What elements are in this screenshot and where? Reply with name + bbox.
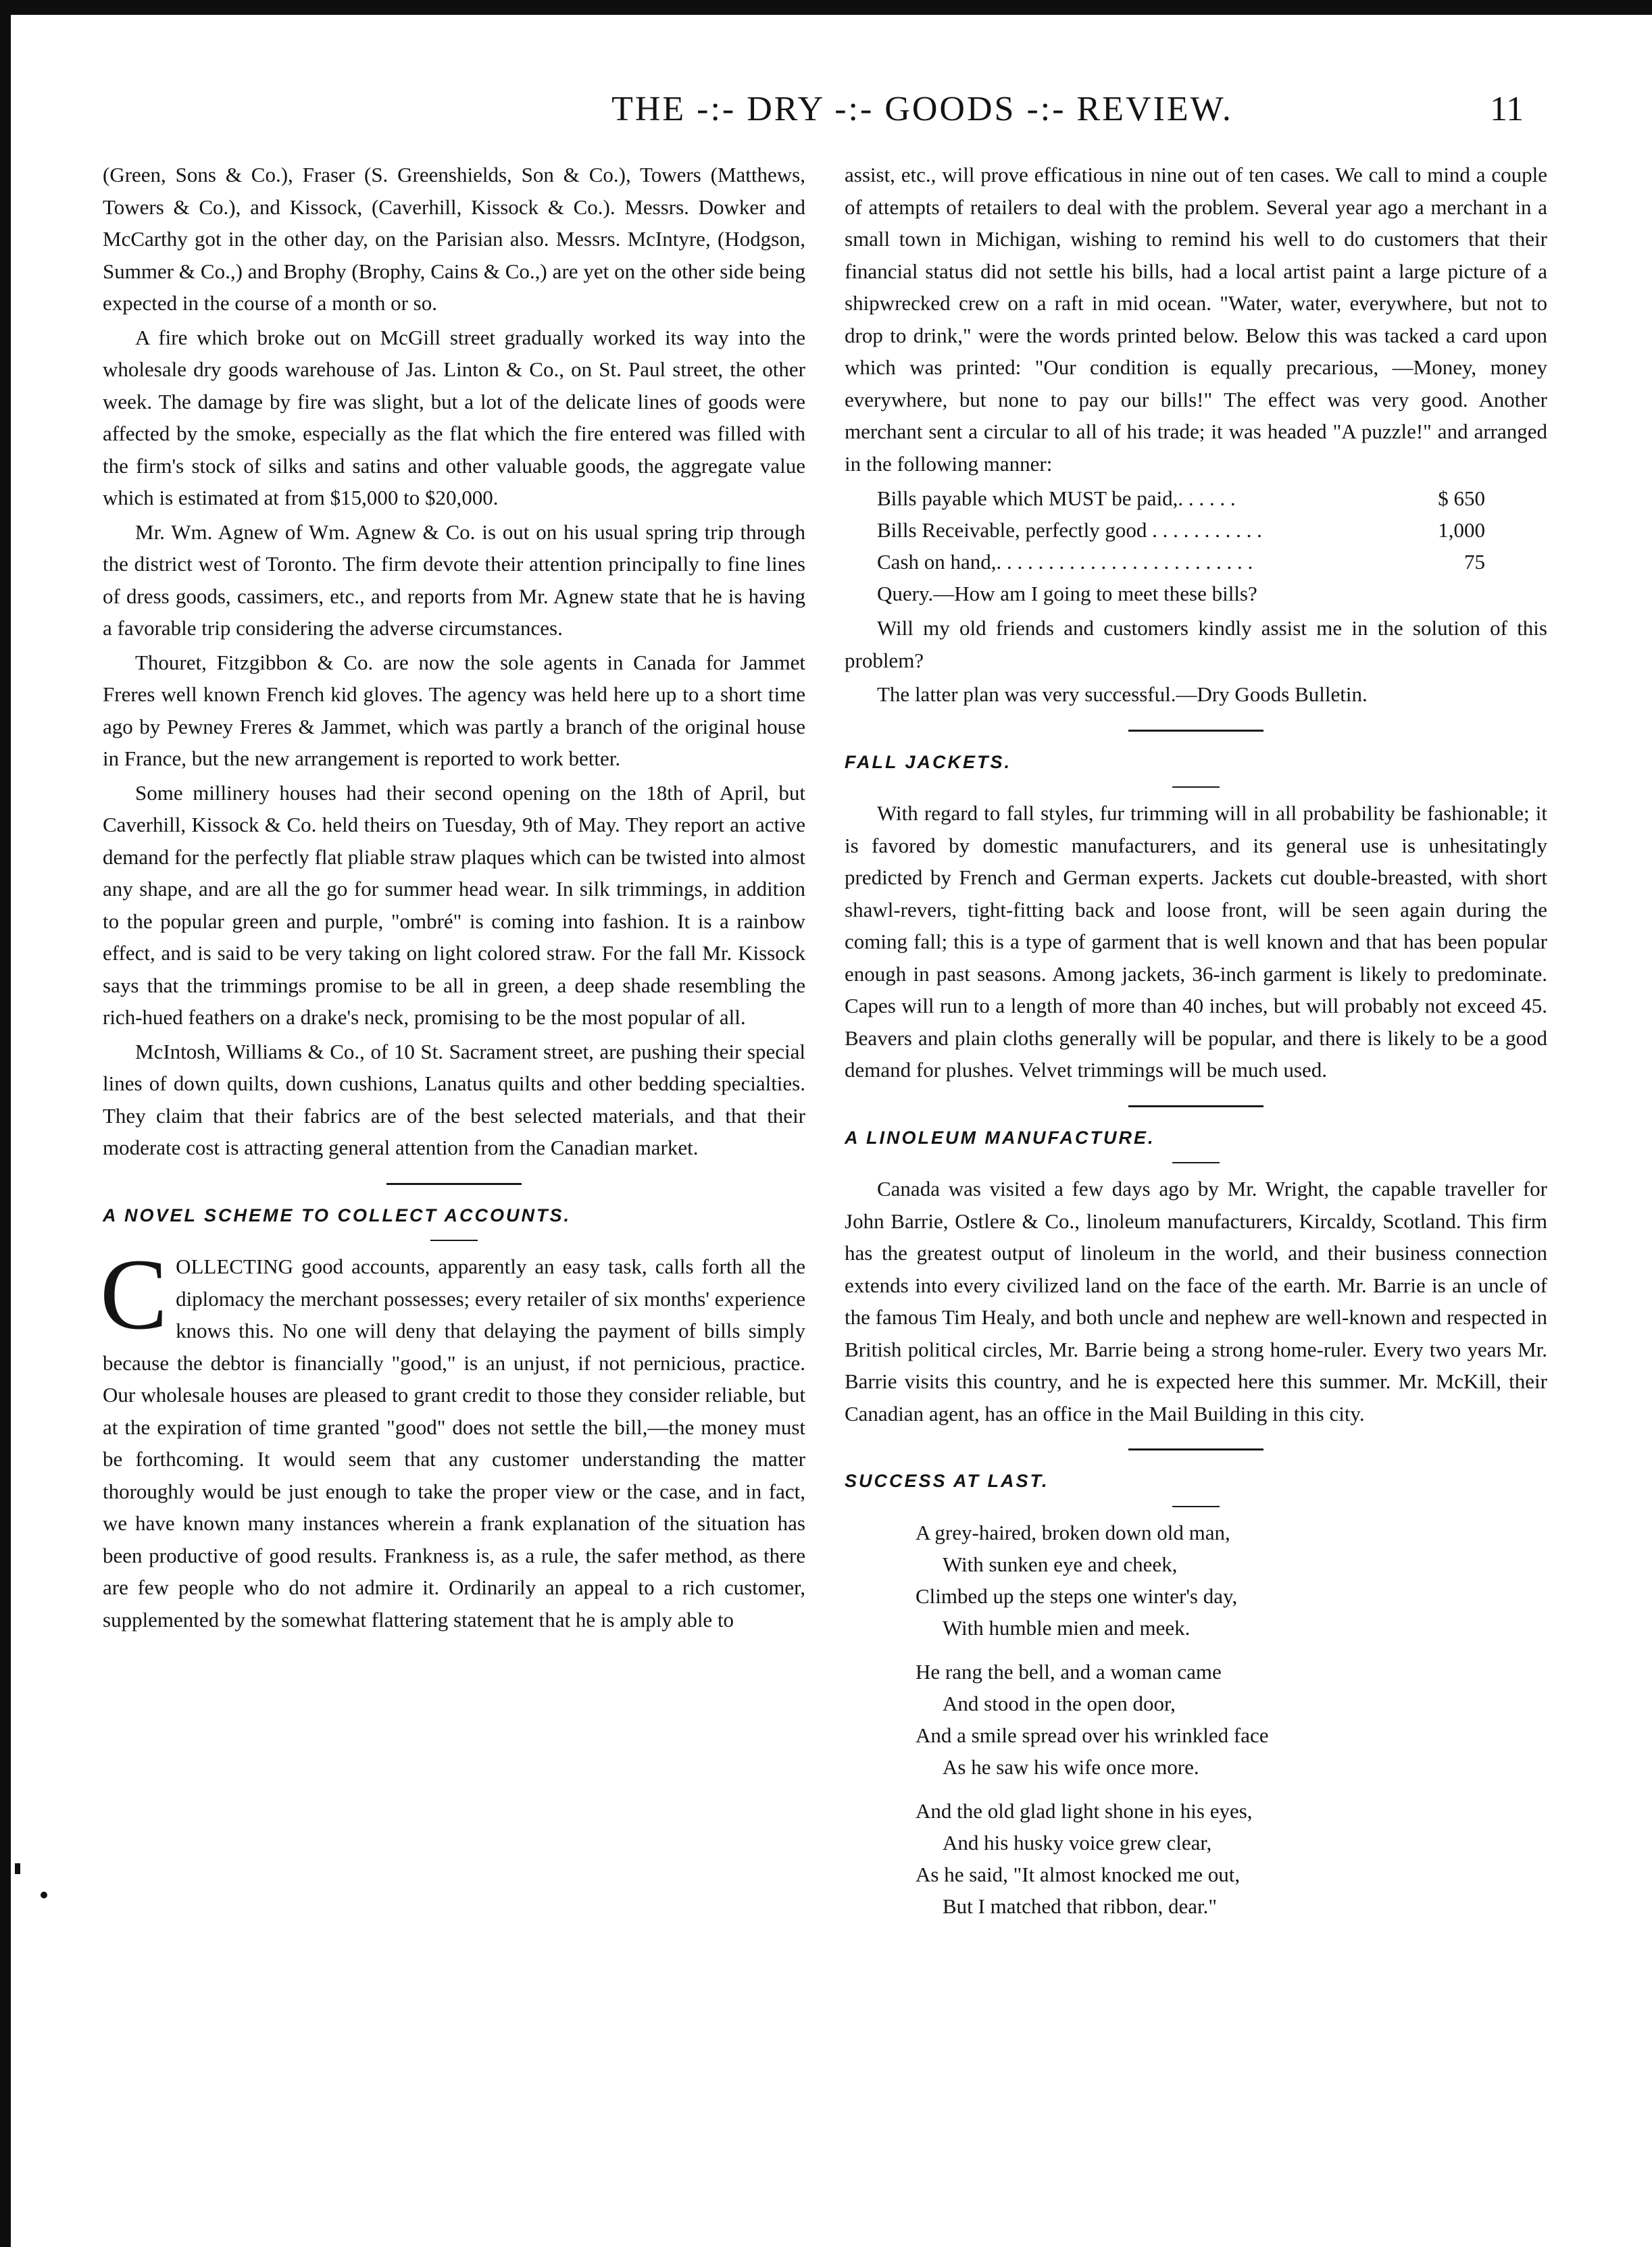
novel-scheme-body xyxy=(100,1238,805,1636)
poem-stanza xyxy=(916,1517,1547,1644)
poem-line: And the old glad light shone in his eyes, xyxy=(916,1798,1253,1823)
puzzle-ledger xyxy=(877,482,1485,609)
heading-underline xyxy=(1172,1162,1220,1163)
poem-line: As he saw his wife once more. xyxy=(943,1754,1199,1779)
margin-speck xyxy=(15,1863,20,1874)
poem-line: And his husky voice grew clear, xyxy=(943,1830,1212,1854)
poem-line: With sunken eye and cheek, xyxy=(943,1552,1178,1576)
novel-scheme-paragraph: OLLECTING good accounts, apparently an easy task, calls forth all the diplomacy the merchant possesses; every retailer of six months' experience knows this. No one will deny that delaying the payment of bills simply because the debtor is financially "good," is an unjust, if not pernicious, practice. Our wholesale houses are pleased to grant credit to those they consider reliable, but at the expiration of time granted "good" does not settle the bill,—the money must be forthcoming. It would seem that any customer understanding the matter thoroughly would be just enough to take the proper view or the case, and in fact, we have known many instances wherein a frank explanation of the situation has been productive of good results. Frankness is, as a rule, the safer method, as there are few people who do not admire it. Ordinarily an appeal to a rich customer, supplemented by the somewhat flattering statement that he is amply able to xyxy=(103,1255,805,1632)
margin-speck xyxy=(41,1892,47,1898)
heading-underline xyxy=(1172,786,1220,788)
success-heading: SUCCESS AT LAST. xyxy=(845,1471,1049,1491)
poem-line: And stood in the open door, xyxy=(943,1691,1176,1715)
heading-underline xyxy=(430,1240,478,1241)
drop-cap-letter: C xyxy=(100,1238,168,1350)
ledger-label: Cash on hand,. . . . . . . . . . . . . . . . . . . . . . . . . xyxy=(877,550,1253,574)
left-border-rule xyxy=(0,0,11,2247)
poem-line: A grey-haired, broken down old man, xyxy=(916,1520,1230,1544)
success-poem xyxy=(916,1517,1547,1922)
fall-jackets-heading: FALL JACKETS. xyxy=(845,751,1012,772)
poem-stanza xyxy=(916,1656,1547,1783)
novel-scheme-heading: A NOVEL SCHEME TO COLLECT ACCOUNTS. xyxy=(103,1205,572,1226)
linoleum-heading: A LINOLEUM MANUFACTURE. xyxy=(845,1127,1155,1148)
heading-underline xyxy=(1172,1506,1220,1507)
section-divider xyxy=(1128,1105,1263,1107)
poem-stanza xyxy=(916,1795,1547,1922)
section-divider xyxy=(1128,730,1263,732)
paragraph-mcintosh: McIntosh, Williams & Co., of 10 St. Sacrament street, are pushing their special lines of down quilts, down cushions, Lanatus quilts and other bedding specialties. They claim that their fabrics are of the best selected materials, and that their moderate cost is attracting general attention from the Canadian market. xyxy=(103,1039,805,1159)
paragraph-green-sons: (Green, Sons & Co.), Fraser (S. Greenshields, Son & Co.), Towers (Matthews, Towers & Co.), and Kissock, (Caverhill, Kissock & Co.). Messrs. Dowker and McCarthy got in the other day, on the Parisian also. Messrs. McIntyre, (Hodgson, Summer & Co.,) and Brophy (Brophy, Cains & Co.,) are yet on the other side being expected in the course of a month or so. xyxy=(103,163,805,315)
ledger-row xyxy=(877,546,1485,578)
poem-line: And a smile spread over his wrinkled face xyxy=(916,1723,1269,1747)
poem-line: As he said, "It almost knocked me out, xyxy=(916,1862,1241,1886)
query-text: Query.—How am I going to meet these bills? xyxy=(877,582,1257,605)
fall-jackets-paragraph: With regard to fall styles, fur trimming will in all probability be fashionable; it is favored by domestic manufacturers, and its general use is unhesitatingly predicted by French and German experts. Jackets cut double-breasted, with short shawl-revers, tight-fitting back and loose front, will be seen again during the coming fall; this is a type of garment that is well known and that has been popular enough in past seasons. Among jackets, 36-inch garment is likely to predominate. Capes will run to a length of more than 40 inches, but will probably not exceed 45. Beavers and plain cloths generally will be popular, and there is likely to be a good demand for plushes. Velvet trimmings will be much used. xyxy=(845,801,1547,1082)
paragraph-closing: The latter plan was very successful.—Dry Goods Bulletin. xyxy=(877,682,1368,706)
poem-line: Climbed up the steps one winter's day, xyxy=(916,1584,1238,1608)
poem-line: But I matched that ribbon, dear." xyxy=(943,1894,1218,1918)
poem-line: With humble mien and meek. xyxy=(943,1615,1191,1640)
ledger-amount: 1,000 xyxy=(1438,518,1485,542)
right-column xyxy=(845,159,1547,1934)
paragraph-continuation: assist, etc., will prove efficatious in nine out of ten cases. We call to mind a couple of attempts of retailers to deal with the problem. Several year ago a merchant in a small town in Michigan, wishing to remind his well to do customers that their financial status did not settle his bills, had a local artist paint a large picture of a shipwrecked crew on a raft in mid ocean. "Water, water, everywhere, but not to drop to drink," were the words printed below. Below this was tacked a card upon which was printed: "Our condition is equally precarious, —Money, money everywhere, but none to pay our bills!" The effect was very good. Another merchant sent a circular to all of his trade; it was headed "A puzzle!" and arranged in the following manner: xyxy=(845,163,1547,476)
paragraph-assist: Will my old friends and customers kindly assist me in the solution of this problem? xyxy=(845,616,1547,672)
paragraph-agnew: Mr. Wm. Agnew of Wm. Agnew & Co. is out on his usual spring trip through the district west of Toronto. The firm devote their attention principally to fine lines of dress goods, cassimers, etc., and reports from Mr. Agnew state that he is having a favorable trip considering the adverse circumstances. xyxy=(103,520,805,640)
ledger-row xyxy=(877,482,1485,514)
ledger-amount: $ 650 xyxy=(1438,486,1485,510)
paragraph-thouret: Thouret, Fitzgibbon & Co. are now the sole agents in Canada for Jammet Freres well known French kid gloves. The agency was held here up to a short time ago by Pewney Freres & Jammet, which was partly a branch of the original house in France, but the new arrangement is reported to work better. xyxy=(103,650,805,770)
section-divider xyxy=(386,1183,522,1185)
ledger-label: Bills Receivable, perfectly good . . . . . . . . . . . xyxy=(877,518,1262,542)
ledger-query xyxy=(877,578,1485,609)
section-divider xyxy=(1128,1448,1263,1450)
paragraph-fire: A fire which broke out on McGill street gradually worked its way into the wholesale dry goods warehouse of Jas. Linton & Co., on St. Paul street, the other week. The damage by fire was slight, but a lot of the delicate lines of goods were affected by the smoke, especially as the flat which the fire entered was filled with the firm's stock of silks and satins and other valuable goods, the aggregate value which is estimated at from $15,000 to $20,000. xyxy=(103,325,805,509)
page-number: 11 xyxy=(1490,90,1524,128)
top-border-rule xyxy=(0,0,1652,15)
ledger-amount: 75 xyxy=(1464,550,1485,574)
paragraph-millinery: Some millinery houses had their second opening on the 18th of April, but Caverhill, Kissock & Co. held theirs on Tuesday, 9th of May. They report an active demand for the perfectly flat pliable straw plaques which can be twisted into almost any shape, and are all the go for summer head wear. In silk trimmings, in addition to the popular green and purple, "ombré" is coming into fashion. It is a rainbow effect, and is said to be very taking on light colored straw. For the fall Mr. Kissock says that the trimmings promise to be all in green, a deep shade resembling the rich-hued feathers on a drake's neck, promising to be the most popular of all. xyxy=(103,780,805,1029)
linoleum-paragraph: Canada was visited a few days ago by Mr. Wright, the capable traveller for John Barrie, Ostlere & Co., linoleum manufacturers, Kircaldy, Scotland. This firm has the greatest output of linoleum in the world, and their business connection extends into every civilized land on the face of the earth. Mr. Barrie is an uncle of the famous Tim Healy, and both uncle and nephew are well-known and respected in British political circles, Mr. Barrie being a strong home-ruler. Every two years Mr. Barrie visits this country, and he is expected here this summer. Mr. McKill, their Canadian agent, has an office in the Mail Building in this city. xyxy=(845,1177,1547,1425)
ledger-label: Bills payable which MUST be paid,. . . . . . xyxy=(877,486,1236,510)
page-title: THE -:- DRY -:- GOODS -:- REVIEW. xyxy=(611,90,1233,128)
ledger-row xyxy=(877,514,1485,546)
left-column xyxy=(100,159,805,1636)
poem-line: He rang the bell, and a woman came xyxy=(916,1659,1222,1684)
